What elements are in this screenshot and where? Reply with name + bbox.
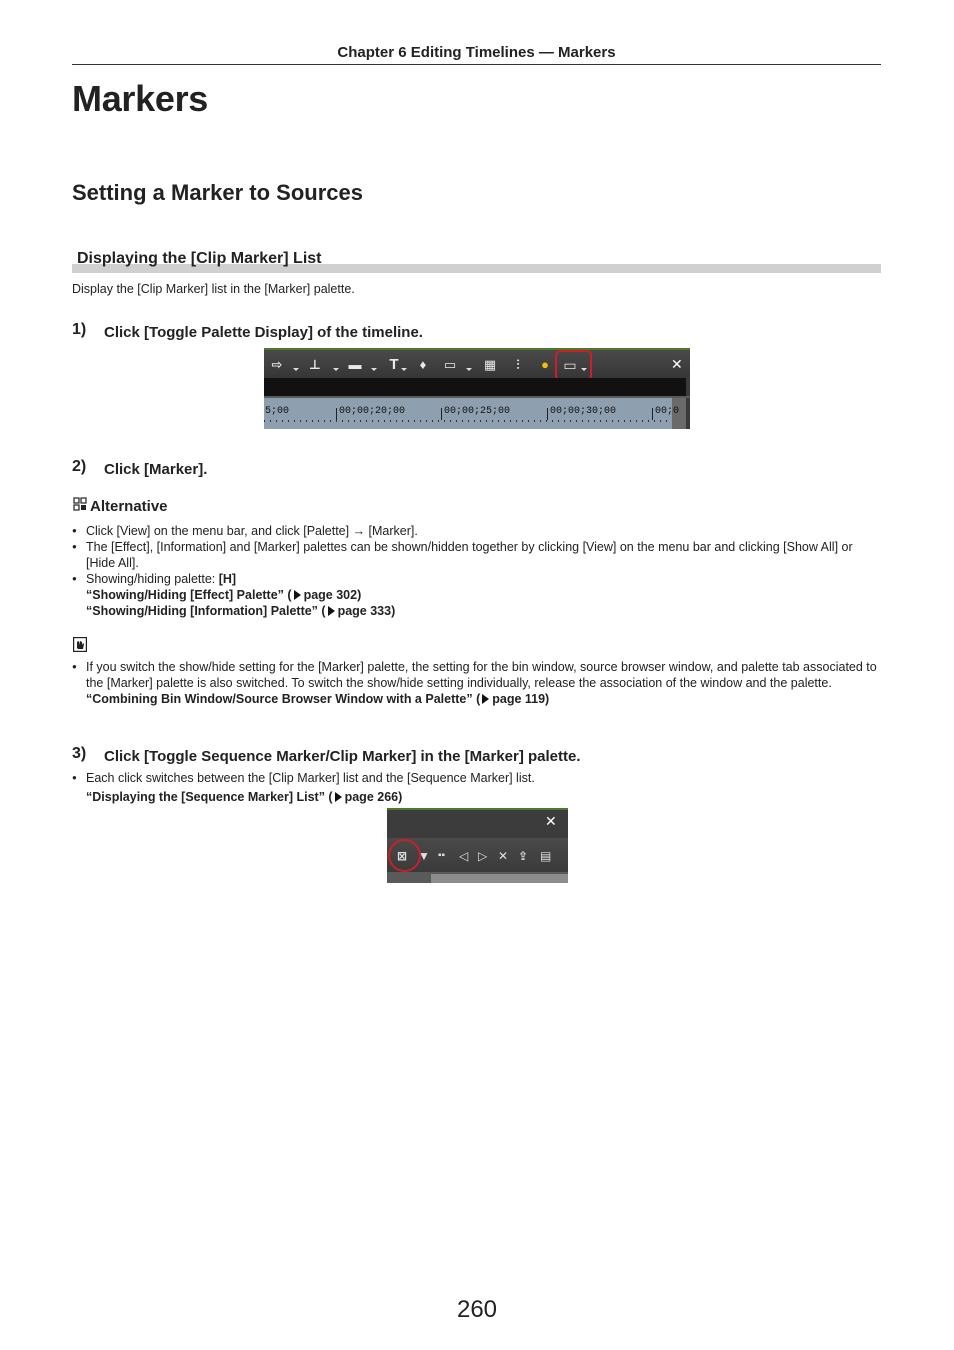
ref-link-information-palette[interactable] [86, 603, 882, 619]
note-list [72, 659, 882, 707]
ruler-tick [652, 408, 653, 420]
note-icon [73, 637, 87, 652]
alternative-bullet: ● The [Effect], [Information] and [Marker] palettes can be shown/hidden together by clicking [View] on the menu bar and clicking [Show All] or [Hide All]. [72, 539, 882, 571]
alternative-bullet: ● Click [View] on the menu bar, and click [Palette] → [Marker]. [72, 523, 882, 539]
toggle-sequence-clip-marker-icon[interactable]: ⊠ [397, 849, 408, 863]
ruler-frame-dots [264, 420, 672, 422]
exit-icon: ⇨ [271, 357, 283, 372]
ref-text: “Combining Bin Window/Source Browser Window with a Palette” ( [86, 692, 481, 706]
dropdown-arrow-icon [401, 368, 407, 371]
add-marker-icon[interactable]: ▼ [418, 849, 430, 863]
highlight-box [555, 350, 592, 381]
ref-page: page 302) [303, 588, 362, 602]
highlight-circle [388, 839, 421, 872]
timecode-label: 00;00;30;00 [550, 406, 617, 417]
ref-text: “Showing/Hiding [Information] Palette” ( [86, 604, 326, 618]
ruler-tick [336, 408, 337, 420]
step-3-bullet: ● Each click switches between the [Clip Marker] list and the [Sequence Marker] list. [72, 770, 882, 786]
grid-icon: ▦ [483, 357, 497, 372]
note-text: If you switch the show/hide setting for the [Marker] palette, the setting for the bin window, source browser window, and palette tab associated to the [Marker] palette is also switched. To switch the show/hide setting individually, release the association of the window and the palette. [86, 660, 877, 690]
page-title: Markers [72, 78, 208, 119]
ref-link-combining-bin-window[interactable] [86, 691, 882, 707]
page-arrow-icon [335, 792, 342, 802]
step-3-text: Click [Toggle Sequence Marker/Clip Marker] in the [Marker] palette. [104, 748, 581, 765]
next-marker-icon[interactable]: ▷ [478, 849, 488, 863]
ruler-tick [547, 408, 548, 420]
toggle-palette-display-icon[interactable]: ▭ [563, 357, 577, 373]
step-2-number: 2) [72, 458, 87, 475]
info-icon: ● [541, 357, 549, 372]
delete-marker-icon[interactable]: ✕ [498, 849, 509, 863]
dropdown-arrow-icon [333, 368, 339, 371]
dropdown-arrow-icon [293, 368, 299, 371]
page-arrow-icon [482, 694, 489, 704]
note-bullet [72, 659, 882, 707]
film-icon: ▬ [348, 357, 362, 372]
export-marker-icon[interactable]: ⇪ [518, 849, 529, 863]
ref-link-sequence-marker-list[interactable] [86, 789, 402, 805]
page-arrow-icon [294, 590, 301, 600]
ref-text: “Showing/Hiding [Effect] Palette” ( [86, 588, 292, 602]
close-icon[interactable]: ✕ [671, 356, 683, 372]
alternative-title: Alternative [90, 498, 168, 515]
timeline-track [264, 378, 686, 396]
render-icon: ▭ [443, 357, 457, 372]
timeline-toolbar-screenshot [264, 348, 690, 429]
mixer-icon: ⫶ [516, 357, 520, 372]
shortcut-label: Showing/hiding palette: [86, 572, 219, 586]
section-title: Setting a Marker to Sources [72, 180, 363, 205]
step-3-list [72, 770, 882, 786]
step-3-number: 3) [72, 745, 87, 762]
timecode-label: 00;00;25;00 [444, 406, 511, 417]
timeline-toolbar [264, 350, 690, 378]
save-marker-icon[interactable]: ▤ [540, 849, 552, 863]
page-number: 260 [456, 1296, 498, 1323]
header-rule [72, 64, 881, 65]
close-icon[interactable]: ✕ [545, 813, 557, 829]
dropdown-arrow-icon [371, 368, 377, 371]
split-icon: ⊥ [309, 357, 321, 372]
palette-list-column [431, 874, 568, 883]
subsection-title: Displaying the [Clip Marker] List [77, 250, 322, 267]
dropdown-arrow-icon [466, 368, 472, 371]
timecode-label: 00;0 [655, 406, 680, 417]
alternative-list [72, 523, 882, 619]
previous-marker-icon[interactable]: ◁ [459, 849, 469, 863]
ref-page: page 266) [344, 790, 403, 804]
palette-top-line [387, 808, 568, 810]
step-1-text: Click [Toggle Palette Display] of the timeline. [104, 324, 423, 341]
microphone-icon: ♦ [419, 357, 427, 372]
marker-palette-screenshot [387, 808, 568, 883]
alternative-icon [73, 497, 87, 511]
step-1-number: 1) [72, 321, 87, 338]
title-icon: T [389, 356, 399, 373]
timecode-label: 5;00 [265, 406, 290, 417]
marker-in-out-icon[interactable]: ▪▪ [438, 850, 446, 861]
page-arrow-icon [328, 606, 335, 616]
subsection-intro: Display the [Clip Marker] list in the [Marker] palette. [72, 282, 355, 296]
ref-page: page 119) [492, 692, 550, 706]
alternative-bullet [72, 571, 882, 619]
ruler-tick [441, 408, 442, 420]
ref-text: “Displaying the [Sequence Marker] List” ( [86, 790, 333, 804]
chapter-header: Chapter 6 Editing Timelines — Markers [337, 44, 616, 61]
ref-page: page 333) [337, 604, 396, 618]
timecode-label: 00;00;20;00 [339, 406, 406, 417]
step-2-text: Click [Marker]. [104, 461, 208, 478]
ref-link-effect-palette[interactable] [86, 587, 882, 603]
shortcut-key: [H] [218, 572, 237, 586]
